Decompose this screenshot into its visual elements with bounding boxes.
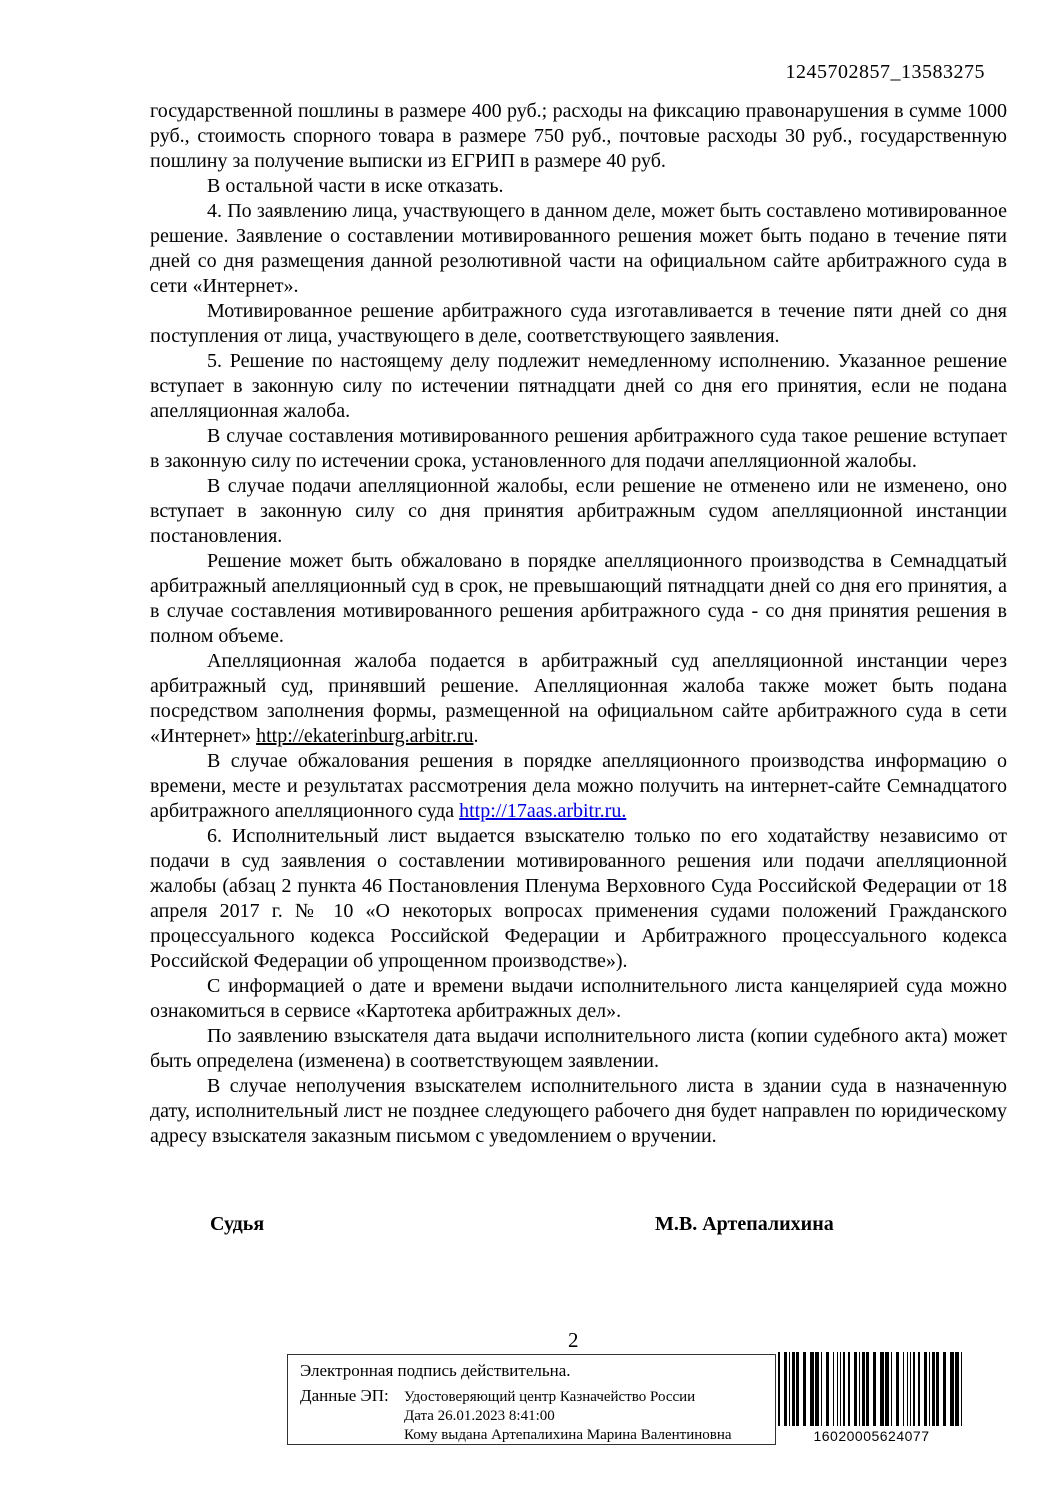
stamp-details <box>404 1386 732 1445</box>
paragraph-text: В случае составления мотивированного решения арбитражного суда такое решение вступает в законную силу по истечении срока, установленного для подачи апелляционной жалобы. <box>150 425 1007 472</box>
paragraph-text: 4. По заявлению лица, участвующего в данном деле, может быть составлено мотивированное решение. Заявление о составлении мотивированного решения может быть подано в течение пяти дней со дня размещения данной резолютивной части на официальном сайте арбитражного суда в сети «Интернет». <box>150 200 1007 297</box>
body-text <box>150 99 1007 1149</box>
judge-name: М.В. Артепалихина <box>655 1213 834 1235</box>
paragraph <box>150 199 1007 299</box>
paragraph-text: В случае неполучения взыскателем исполнительного листа в здании суда в назначенную дату, исполнительный лист не позднее следующего рабочего дня будет направлен по юридическому адресу взыскателя заказным письмом с уведомлением о вручении. <box>150 1075 1007 1147</box>
paragraph <box>150 974 1007 1024</box>
paragraph-text: По заявлению взыскателя дата выдачи исполнительного листа (копии судебного акта) может быть определена (изменена) в соответствующем заявлении. <box>150 1025 1007 1072</box>
paragraph-text: Решение может быть обжаловано в порядке апелляционного производства в Семнадцатый арбитражный апелляционный суд в срок, не превышающий пятнадцати дней со дня его принятия, а в случае составления мотивированного решения арбитражного суда - со дня принятия решения в полном объеме. <box>150 550 1007 647</box>
ekaterinburg-court-link[interactable]: http://ekaterinburg.arbitr.ru <box>256 725 474 747</box>
paragraph-text: В случае подачи апелляционной жалобы, если решение не отменено или не изменено, оно вступает в законную силу со дня принятия арбитражным судом апелляционной инстанции постановления. <box>150 475 1007 547</box>
document-id: 1245702857_13583275 <box>785 61 985 83</box>
barcode-bars <box>778 1352 965 1426</box>
paragraph-text: С информацией о дате и времени выдачи исполнительного листа канцелярией суда можно ознакомиться в сервисе «Картотека арбитражных дел». <box>150 975 1007 1022</box>
paragraph-text: Апелляционная жалоба подается в арбитражный суд апелляционной инстанции через арбитражный суд, принявший решение. Апелляционная жалоба также может быть подана посредством заполнения формы, размещенной на официальном сайте арбитражного суда в сети «Интернет» <box>150 650 1007 747</box>
paragraph <box>150 749 1007 824</box>
electronic-signature-stamp <box>287 1354 776 1445</box>
stamp-validity-text: Электронная подпись действительна. <box>300 1361 571 1380</box>
paragraph <box>150 649 1007 749</box>
paragraph <box>150 99 1007 174</box>
paragraph-text: В случае обжалования решения в порядке апелляционного производства информацию о времени, месте и результатах рассмотрения дела можно получить на интернет-сайте Семнадцатого арбитражного апелляционного суда <box>150 750 1007 822</box>
barcode-bar <box>962 1352 965 1426</box>
paragraph-text: государственной пошлины в размере 400 руб.; расходы на фиксацию правонарушения в сумме 1000 руб., стоимость спорного товара в размере 750 руб., почтовые расходы 30 руб., государственную пошлину за получение выписки из ЕГРИП в размере 40 руб. <box>150 100 1007 172</box>
stamp-data-row <box>300 1386 767 1445</box>
paragraph <box>150 299 1007 349</box>
judge-label: Судья <box>210 1213 265 1235</box>
17aas-court-link[interactable]: http://17aas.arbitr.ru. <box>459 800 627 822</box>
stamp-detail-line: Дата 26.01.2023 8:41:00 <box>404 1408 555 1424</box>
barcode <box>778 1352 965 1444</box>
paragraph <box>150 549 1007 649</box>
paragraph-text: 5. Решение по настоящему делу подлежит немедленному исполнению. Указанное решение вступает в законную силу по истечении пятнадцати дней со дня его принятия, если не подана апелляционная жалоба. <box>150 350 1007 422</box>
paragraph-text: 6. Исполнительный лист выдается взыскателю только по его ходатайству независимо от подачи в суд заявления о составлении мотивированного решения или подачи апелляционной жалобы (абзац 2 пункта 46 Постановления Пленума Верховного Суда Российской Федерации от 18 апреля 2017 г. № 10 «О некоторых вопросах применения судами положений Гражданского процессуального кодекса Российской Федерации и Арбитражного процессуального кодекса Российской Федерации об упрощенном производстве»). <box>150 825 1007 972</box>
paragraph <box>150 1024 1007 1074</box>
stamp-detail-line: Кому выдана Артепалихина Марина Валентиновна <box>404 1427 732 1443</box>
paragraph <box>150 474 1007 549</box>
paragraph <box>150 1074 1007 1149</box>
paragraph-text: . <box>473 725 479 747</box>
stamp-data-label: Данные ЭП: <box>300 1386 389 1405</box>
paragraph <box>150 824 1007 974</box>
stamp-detail-line: Удостоверяющий центр Казначейство России <box>404 1389 696 1405</box>
paragraph-text: В остальной части в иске отказать. <box>207 175 504 197</box>
signature-row <box>150 1213 1007 1239</box>
page-number: 2 <box>568 1328 579 1352</box>
paragraph <box>150 349 1007 424</box>
paragraph <box>150 424 1007 474</box>
paragraph-text: Мотивированное решение арбитражного суда изготавливается в течение пяти дней со дня поступления от лица, участвующего в деле, соответствующего заявления. <box>150 300 1007 347</box>
barcode-number: 16020005624077 <box>813 1428 930 1444</box>
paragraph <box>150 174 1007 199</box>
